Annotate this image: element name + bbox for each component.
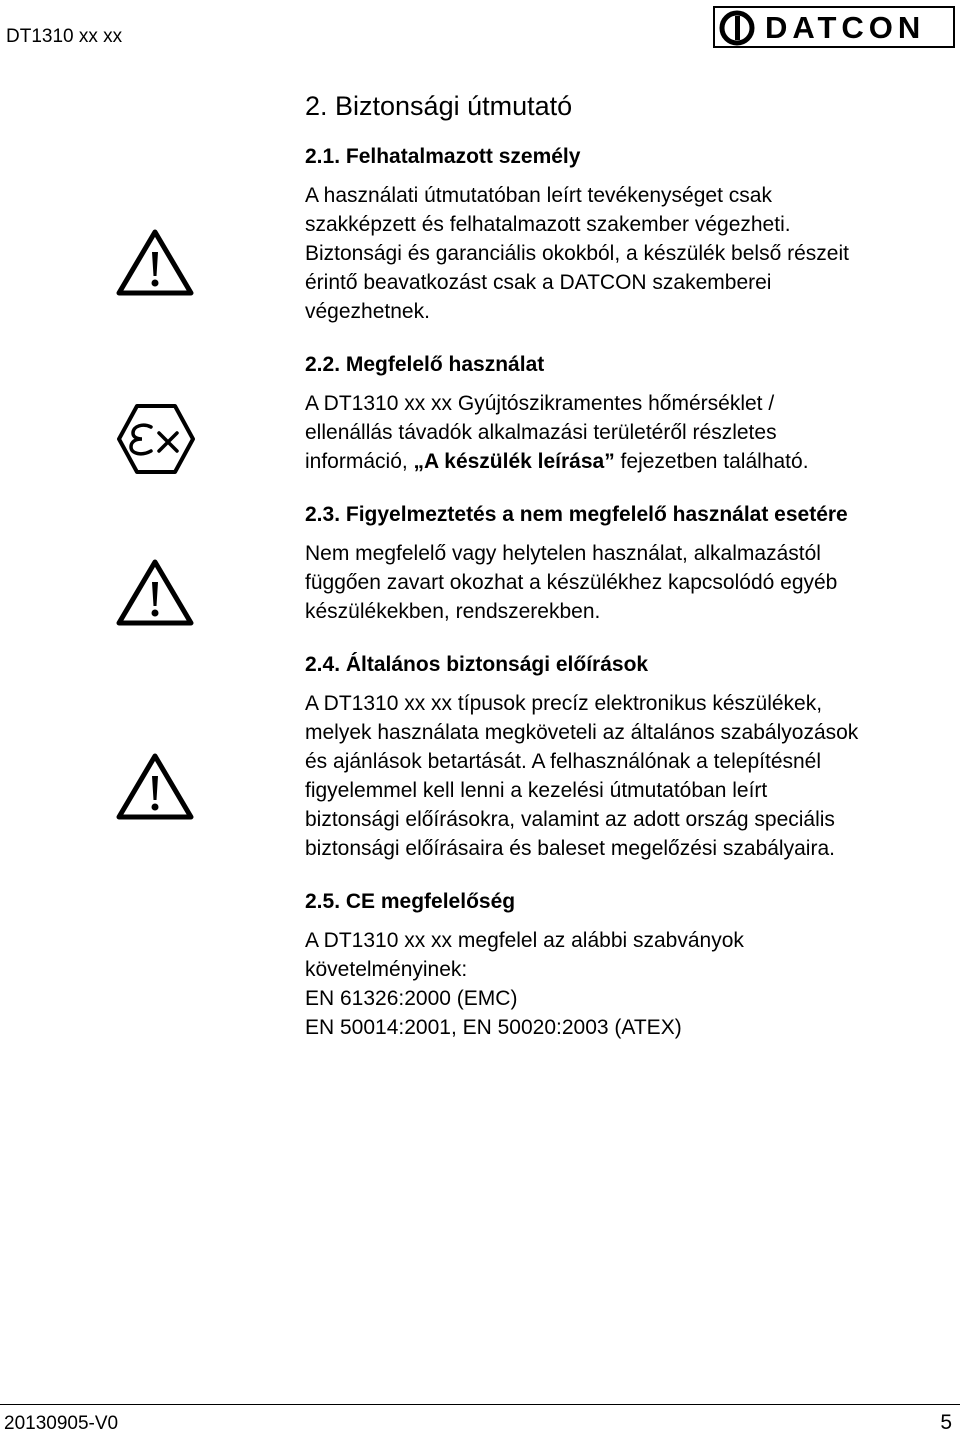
paragraph-line [305, 447, 957, 476]
section-general-safety [305, 652, 957, 863]
paragraph-line: és ajánlások betartását. A felhasználónak a telepítésnél [305, 750, 822, 773]
paragraph-line: készülékekben, rendszerekben. [305, 600, 601, 623]
warning-triangle-icon [116, 752, 194, 820]
ex-explosion-protection-icon [117, 403, 195, 475]
paragraph-line: A DT1310 xx xx megfelel az alábbi szabványok [305, 929, 744, 952]
header-document-id: DT1310 xx xx [6, 26, 123, 47]
paragraph-line: A DT1310 xx xx Gyújtószikramentes hőmérséklet / [305, 392, 775, 415]
section-body [305, 539, 957, 626]
section-body [305, 389, 957, 476]
warning-triangle-icon [116, 228, 194, 296]
paragraph-line: szakképzett és felhatalmazott szakember végezheti. [305, 213, 791, 236]
footer-divider [0, 1404, 960, 1405]
chapter-reference: „A készülék leírása” [413, 450, 615, 473]
paragraph-line: A DT1310 xx xx típusok precíz elektronikus készülékek, [305, 692, 823, 715]
datcon-logo [713, 6, 955, 48]
section-heading: 2.3. Figyelmeztetés a nem megfelelő használat esetére [305, 503, 848, 526]
page-number: 5 [940, 1411, 952, 1434]
section-heading: 2.4. Általános biztonsági előírások [305, 653, 649, 676]
section-heading: 2.1. Felhatalmazott személy [305, 145, 581, 168]
section-ce-conformity [305, 889, 957, 1042]
section-heading: 2.2. Megfelelő használat [305, 353, 545, 376]
page-title: 2. Biztonsági útmutató [305, 91, 573, 121]
text-run: információ, [305, 450, 414, 473]
footer-version: 20130905-V0 [4, 1413, 119, 1434]
standard-line: EN 50014:2001, EN 50020:2003 (ATEX) [305, 1016, 682, 1039]
logo-text: DATCON [765, 10, 926, 45]
paragraph-line: függően zavart okozhat a készülékhez kapcsolódó egyéb [305, 571, 838, 594]
section-authorized-person [305, 144, 957, 326]
paragraph-line: figyelemmel kell lenni a kezelési útmutatóban leírt [305, 779, 768, 802]
paragraph-line: Nem megfelelő vagy helytelen használat, alkalmazástól [305, 542, 821, 565]
paragraph-line: A használati útmutatóban leírt tevékenységet csak [305, 184, 772, 207]
section-heading: 2.5. CE megfelelőség [305, 890, 516, 913]
section-misuse-warning [305, 502, 957, 626]
paragraph-line: melyek használata megköveteli az általános szabályozások [305, 721, 859, 744]
section-body [305, 181, 957, 326]
section-body [305, 689, 957, 863]
paragraph-line: követelményinek: [305, 958, 468, 981]
datcon-logo-mark-icon [719, 10, 755, 46]
text-run: fejezetben található. [614, 450, 809, 473]
standard-line: EN 61326:2000 (EMC) [305, 987, 518, 1010]
paragraph-line: biztonsági előírásokra, valamint az adott ország speciális [305, 808, 835, 831]
paragraph-line: érintő beavatkozást csak a DATCON szakemberei [305, 271, 772, 294]
paragraph-line: ellenállás távadók alkalmazási területéről részletes [305, 421, 777, 444]
section-body [305, 926, 957, 1042]
paragraph-line: végezhetnek. [305, 300, 430, 323]
warning-triangle-icon [116, 558, 194, 626]
paragraph-line: Biztonsági és garanciális okokból, a készülék belső részeit [305, 242, 849, 265]
section-proper-use [305, 352, 957, 476]
paragraph-line: biztonsági előírásaira és baleset megelőzési szabályaira. [305, 837, 835, 860]
main-content [305, 90, 957, 1068]
